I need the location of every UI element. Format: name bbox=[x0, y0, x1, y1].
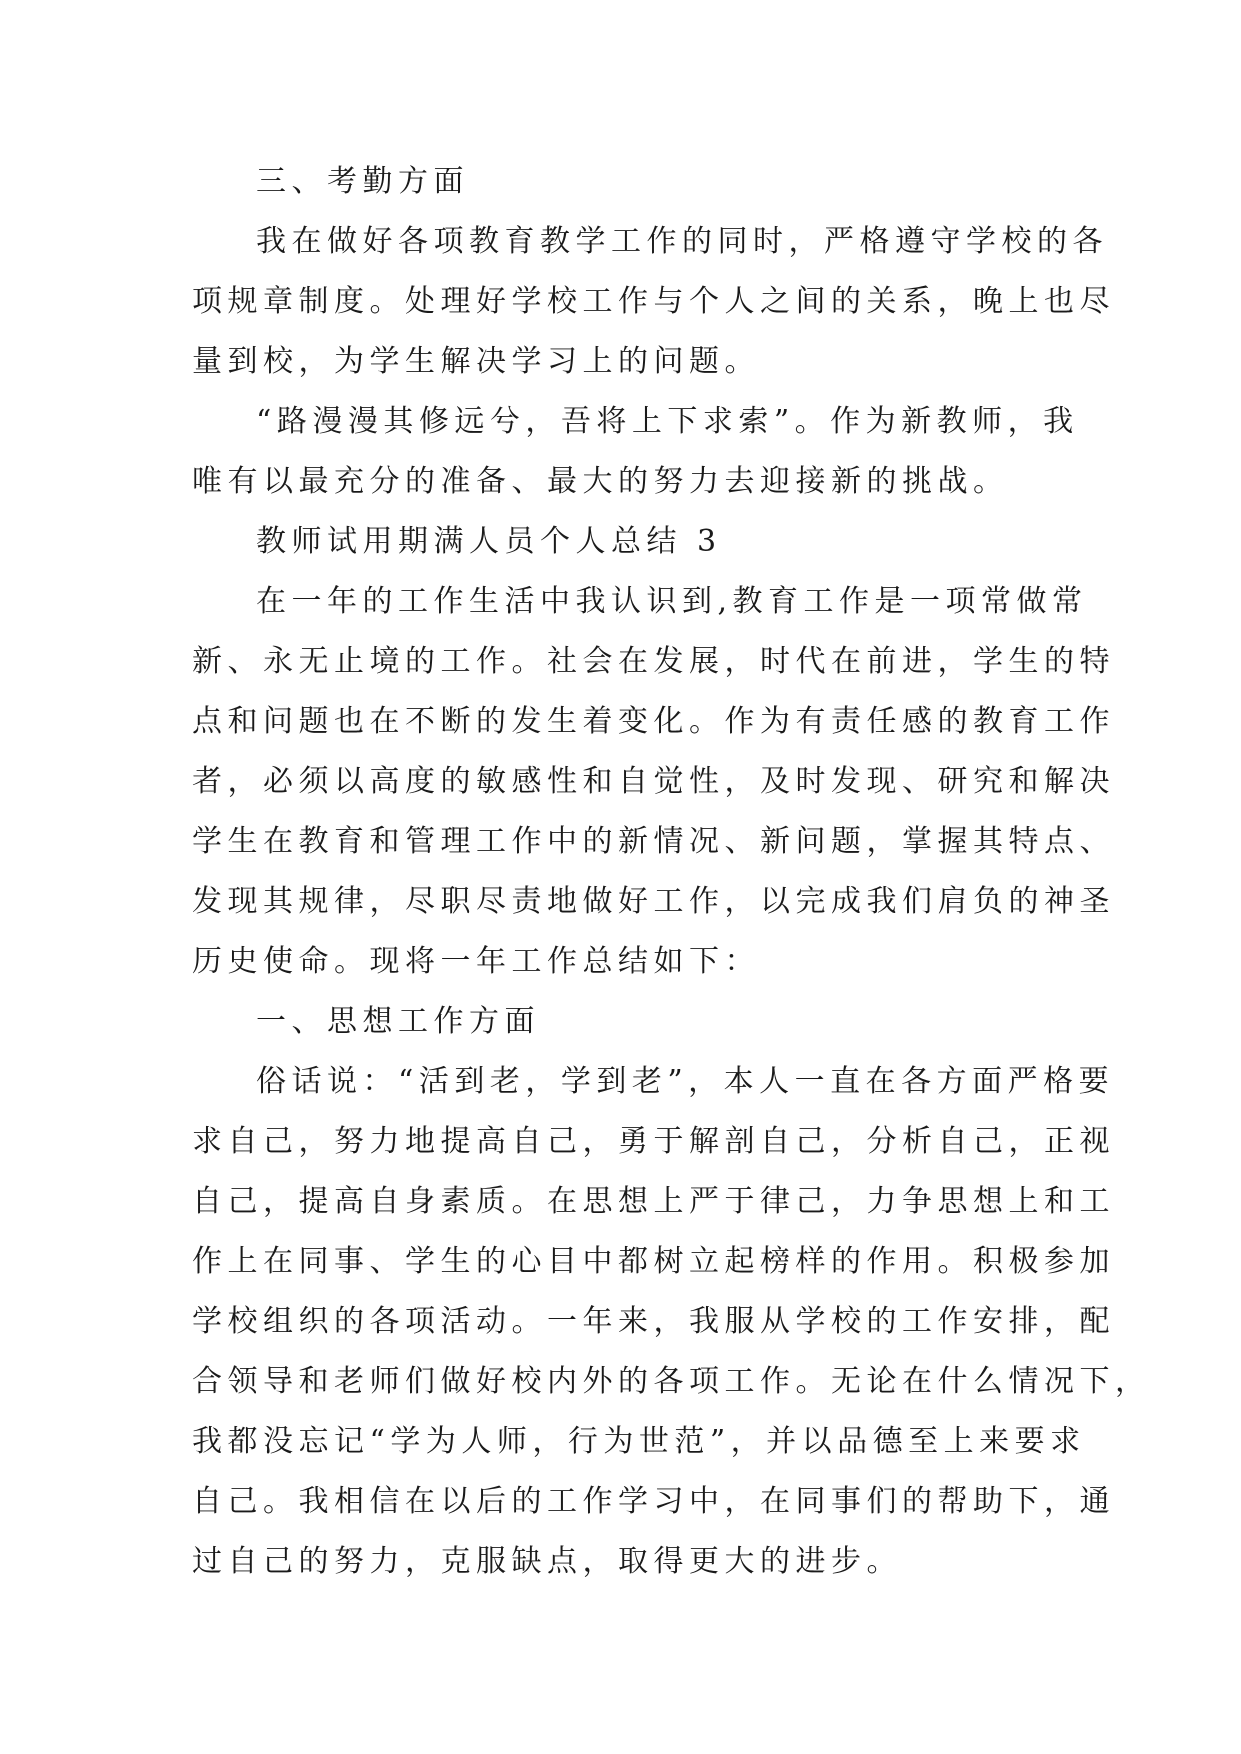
text-line: “路漫漫其修远兮，吾将上下求索”。作为新教师，我 bbox=[256, 404, 1079, 439]
text-line: 教师试用期满人员个人总结 3 bbox=[256, 524, 722, 559]
text-line: 学生在教育和管理工作中的新情况、新问题，掌握其特点、 bbox=[192, 824, 1115, 859]
text-line: 自己。我相信在以后的工作学习中，在同事们的帮助下，通 bbox=[192, 1484, 1115, 1519]
text-line: 历史使命。现将一年工作总结如下： bbox=[192, 944, 760, 979]
text-line: 俗话说：“活到老，学到老”，本人一直在各方面严格要 bbox=[256, 1064, 1115, 1099]
text-line: 作上在同事、学生的心目中都树立起榜样的作用。积极参加 bbox=[192, 1244, 1115, 1279]
text-line: 我在做好各项教育教学工作的同时，严格遵守学校的各 bbox=[256, 224, 1108, 259]
text-line: 发现其规律，尽职尽责地做好工作，以完成我们肩负的神圣 bbox=[192, 884, 1115, 919]
text-line: 新、永无止境的工作。社会在发展，时代在前进，学生的特 bbox=[192, 644, 1115, 679]
text-line: 项规章制度。处理好学校工作与个人之间的关系，晚上也尽 bbox=[192, 284, 1115, 319]
text-line: 者，必须以高度的敏感性和自觉性，及时发现、研究和解决 bbox=[192, 764, 1115, 799]
text-line: 三、考勤方面 bbox=[256, 164, 469, 199]
text-line: 自己，提高自身素质。在思想上严于律己，力争思想上和工 bbox=[192, 1184, 1115, 1219]
text-line: 求自己，努力地提高自己，勇于解剖自己，分析自己，正视 bbox=[192, 1124, 1115, 1159]
text-line: 唯有以最充分的准备、最大的努力去迎接新的挑战。 bbox=[192, 464, 1009, 499]
text-line: 在一年的工作生活中我认识到,教育工作是一项常做常 bbox=[256, 584, 1088, 619]
text-line: 过自己的努力，克服缺点，取得更大的进步。 bbox=[192, 1544, 902, 1579]
text-line: 点和问题也在不断的发生着变化。作为有责任感的教育工作 bbox=[192, 704, 1115, 739]
text-line: 我都没忘记“学为人师，行为世范”，并以品德至上来要求 bbox=[192, 1424, 1086, 1459]
text-line: 学校组织的各项活动。一年来，我服从学校的工作安排，配 bbox=[192, 1304, 1115, 1339]
text-line: 合领导和老师们做好校内外的各项工作。无论在什么情况下， bbox=[192, 1364, 1151, 1399]
text-line: 量到校，为学生解决学习上的问题。 bbox=[192, 344, 760, 379]
document-body bbox=[192, 152, 1151, 1592]
text-line: 一、思想工作方面 bbox=[256, 1004, 540, 1039]
